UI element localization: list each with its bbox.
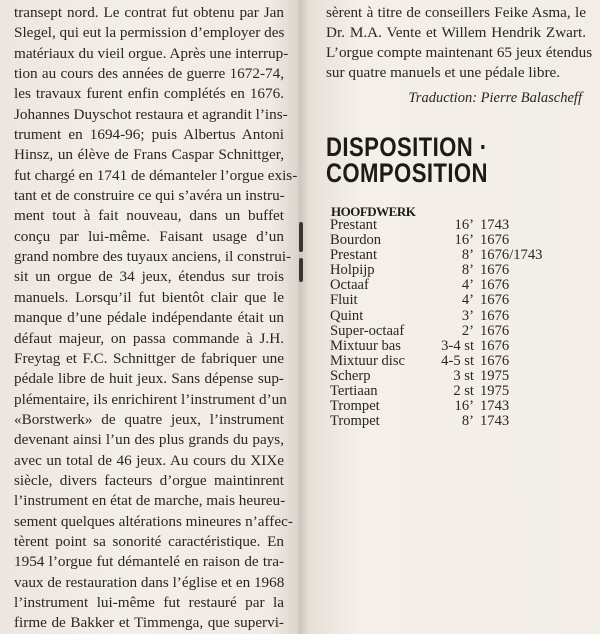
- text-line: Hinsz, un élève de Frans Caspar Schnittger,: [14, 146, 284, 164]
- text-line: Johannes Duyschot restaura et agrandit l’ins-: [14, 105, 288, 123]
- staple-top: [299, 222, 303, 252]
- stop-year: 1743: [480, 413, 510, 430]
- stop-row: [330, 369, 590, 384]
- stop-year: 1676: [480, 277, 510, 294]
- stop-year: 1975: [480, 367, 510, 384]
- stop-name: Trompet: [330, 398, 380, 415]
- stop-name: Tertiaan: [330, 383, 378, 400]
- stop-row: [330, 248, 590, 263]
- text-line: fut chargé en 1741 de démanteler l’orgue exis-: [14, 166, 298, 184]
- stop-name: Bourdon: [330, 232, 382, 249]
- text-line: tant et de construire ce qui s’avéra un instru-: [14, 187, 285, 205]
- text-line: Dr. M.A. Vente et Willem Hendrik Zwart.: [326, 24, 586, 41]
- stop-year: 1743: [480, 398, 510, 415]
- stop-row: [330, 309, 590, 324]
- text-line: plémentaire, ils enrichirent l’instrument d’un: [14, 390, 287, 408]
- stop-name: Mixtuur bas: [330, 337, 401, 354]
- text-line: «Borstwerk» de quatre jeux, l’instrument: [14, 410, 284, 428]
- text-line: pédale libre de huit jeux. Sans dépense sup-: [14, 370, 284, 388]
- heading-line-1: DISPOSITION ·: [326, 132, 488, 162]
- text-line: 1954 l’orgue fut démantelé en raison de tra-: [14, 553, 284, 571]
- stop-name: Octaaf: [330, 277, 369, 294]
- disposition-heading: [326, 134, 488, 186]
- stop-row: [330, 384, 590, 399]
- translation-credit: Traduction: Pierre Balascheff: [408, 90, 582, 106]
- stop-year: 1676: [480, 307, 510, 324]
- left-page-text: [14, 3, 298, 634]
- text-line: Slegel, qui eut la permission d’employer des: [14, 24, 285, 42]
- text-line: transept nord. Le contrat fut obtenu par Jan: [14, 4, 284, 21]
- stop-year: 1676: [480, 262, 510, 279]
- stop-pitch: 2 st: [453, 383, 474, 400]
- stop-year: 1676: [480, 292, 510, 309]
- text-line: défaut majeur, on passa commande à J.H.: [14, 329, 284, 347]
- text-line: les travaux furent enfin complétés en 1676.: [14, 85, 284, 103]
- stop-row: [330, 414, 590, 429]
- stop-pitch: 3’: [461, 307, 474, 324]
- stop-pitch: 4’: [461, 277, 474, 294]
- text-line: tèrent point sa sonorité caractéristique. En: [14, 532, 284, 550]
- stop-name: Mixtuur disc: [330, 352, 405, 369]
- stop-name: Trompet: [330, 413, 380, 430]
- stop-pitch: 16’: [454, 398, 474, 415]
- stop-row: [330, 278, 590, 293]
- section-title: HOOFDWERK: [331, 204, 416, 219]
- stop-pitch: 16’: [454, 232, 474, 249]
- text-line: l’instrument en état de marche, mais heureu-: [14, 492, 286, 510]
- stop-name: Fluit: [330, 292, 358, 309]
- text-line: vaux de restauration dans l’église et en 1968: [14, 573, 285, 591]
- stop-row: [330, 399, 590, 414]
- text-line: siècle, divers facteurs d’orgue maintinrent: [14, 471, 284, 489]
- stop-name: Prestant: [330, 247, 378, 264]
- heading-line-2: COMPOSITION: [326, 158, 488, 188]
- stop-row: [330, 293, 590, 308]
- text-line: ment tout à fait nouveau, dans un buffet: [14, 207, 284, 225]
- text-line: grand nombre des tuyaux anciens, il construi-: [14, 248, 292, 266]
- stop-row: [330, 354, 590, 369]
- stop-year: 1676/1743: [480, 247, 543, 264]
- text-line: conçu par lui-même. Faisant usage d’un: [14, 227, 284, 245]
- text-line: Freytag et F.C. Schnittger de fabriquer une: [14, 349, 284, 367]
- text-line: sèrent à titre de conseillers Feike Asma, le: [326, 4, 586, 21]
- text-line: l’instrument lui-même fut restauré par la: [14, 593, 284, 611]
- text-line: trument en 1694-96; puis Albertus Antoni: [14, 126, 284, 144]
- text-line: L’orgue compte maintenant 65 jeux étendus: [326, 44, 593, 61]
- stop-pitch: 3 st: [453, 367, 474, 384]
- stop-row: [330, 324, 590, 339]
- text-line: devenant ainsi l’un des plus grands du pays,: [14, 431, 284, 449]
- stop-row: [330, 339, 590, 354]
- stop-row: [330, 263, 590, 278]
- stop-row: [330, 218, 590, 233]
- text-line: sit un orgue de 34 jeux, étendus sur trois: [14, 268, 284, 286]
- text-line: tion au cours des années de guerre 1672-74,: [14, 65, 284, 83]
- stop-pitch: 2’: [461, 322, 474, 339]
- text-line: sur quatre manuels et une pédale libre.: [326, 64, 561, 81]
- text-line: manque d’une pédale indépendante était un: [14, 309, 284, 327]
- stop-pitch: 8’: [461, 247, 474, 264]
- stop-name: Prestant: [330, 217, 378, 233]
- staple-bottom: [299, 258, 303, 282]
- stop-list: [330, 218, 590, 429]
- stop-pitch: 8’: [461, 413, 474, 430]
- text-line: manuels. Lorsqu’il fut bientôt clair que le: [14, 288, 284, 306]
- text-line: avec un total de 46 jeux. Au cours du XIXe: [14, 451, 284, 469]
- stop-name: Super-octaaf: [330, 322, 405, 339]
- stop-year: 1975: [480, 383, 510, 400]
- stop-year: 1676: [480, 352, 510, 369]
- stop-pitch: 3-4 st: [441, 337, 474, 354]
- right-page-text: [326, 3, 593, 83]
- stop-year: 1676: [480, 322, 510, 339]
- stop-row: [330, 233, 590, 248]
- stop-year: 1676: [480, 232, 510, 249]
- stop-name: Quint: [330, 307, 364, 324]
- text-line: firme de Bakker et Timmenga, que supervi-: [14, 614, 284, 632]
- stop-pitch: 4’: [461, 292, 474, 309]
- stop-pitch: 4-5 st: [441, 352, 474, 369]
- stop-pitch: 16’: [454, 217, 474, 233]
- text-line: sement quelques altérations mineures n’affec-: [14, 512, 293, 530]
- text-line: matériaux du vieil orgue. Après une interrup-: [14, 44, 289, 62]
- stop-year: 1743: [480, 217, 510, 233]
- stop-name: Holpijp: [330, 262, 375, 279]
- stop-pitch: 8’: [461, 262, 474, 279]
- stop-year: 1676: [480, 337, 510, 354]
- stop-name: Scherp: [330, 367, 371, 384]
